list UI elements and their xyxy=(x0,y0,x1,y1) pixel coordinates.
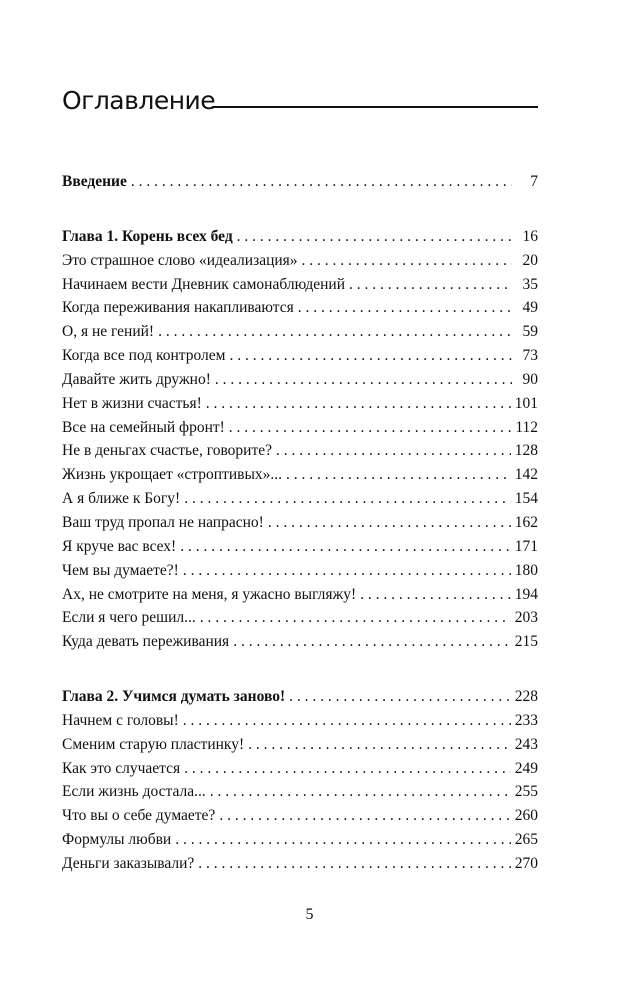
toc-entry-title: Жизнь укрощает «строптивых»... xyxy=(62,466,282,484)
toc-entry[interactable] xyxy=(62,733,538,757)
toc-leader-dots xyxy=(131,170,512,194)
toc-entry-page: 249 xyxy=(514,759,538,777)
toc-entry-title: Куда девать переживания xyxy=(62,633,230,651)
toc-heading xyxy=(62,86,538,126)
toc-entry-page: 128 xyxy=(514,442,538,460)
toc-entry-title: Все на семейный фронт! xyxy=(62,418,225,436)
table-of-contents xyxy=(62,170,538,876)
toc-entry-title: Глава 2. Учимся думать заново! xyxy=(62,688,286,706)
toc-entry-page: 215 xyxy=(514,633,538,651)
toc-entry-page: 233 xyxy=(514,711,538,729)
toc-entry-title: Если жизнь достала... xyxy=(62,783,206,801)
toc-entry[interactable] xyxy=(62,273,538,297)
toc-entry-page: 49 xyxy=(522,299,538,317)
toc-leader-dots xyxy=(302,249,512,273)
toc-entry-title: Ах, не смотрите на меня, я ужасно выгляжу! xyxy=(62,585,357,603)
page-number: 5 xyxy=(305,906,314,923)
toc-entry[interactable] xyxy=(62,249,538,273)
toc-entry-title: Когда переживания накапливаются xyxy=(62,299,294,317)
toc-leader-dots xyxy=(268,511,511,535)
toc-entry-title: Как это случается xyxy=(62,759,181,777)
toc-entry[interactable] xyxy=(62,583,538,607)
toc-entry[interactable] xyxy=(62,463,538,487)
toc-leader-dots xyxy=(219,804,510,828)
toc-entry[interactable] xyxy=(62,630,538,654)
toc-leader-dots xyxy=(298,296,512,320)
toc-leader-dots xyxy=(180,535,511,559)
toc-entry-page: 171 xyxy=(514,537,538,555)
toc-entry-title: Сменим старую пластинку! xyxy=(62,735,245,753)
toc-entry[interactable] xyxy=(62,559,538,583)
toc-leader-dots xyxy=(229,416,512,440)
toc-entry-title: Чем вы думаете?! xyxy=(62,561,179,579)
toc-leader-dots xyxy=(233,630,511,654)
toc-leader-dots xyxy=(210,780,511,804)
toc-entry-page: 255 xyxy=(514,783,538,801)
toc-leader-dots xyxy=(175,828,511,852)
toc-entry-page: 203 xyxy=(514,609,538,627)
toc-leader-dots xyxy=(289,685,511,709)
toc-leader-dots xyxy=(229,344,512,368)
toc-leader-dots xyxy=(206,392,511,416)
toc-chapter-entry[interactable] xyxy=(62,170,538,194)
toc-entry-page: 243 xyxy=(514,735,538,753)
toc-leader-dots xyxy=(237,225,512,249)
toc-entry-page: 35 xyxy=(522,275,538,293)
toc-entry-page: 194 xyxy=(514,585,538,603)
toc-entry-title: Нет в жизни счастья! xyxy=(62,394,202,412)
toc-entry[interactable] xyxy=(62,487,538,511)
toc-entry-page: 20 xyxy=(522,251,538,269)
toc-entry-page: 228 xyxy=(514,688,538,706)
toc-entry-title: Это страшное слово «идеализация» xyxy=(62,251,298,269)
toc-chapter-entry[interactable] xyxy=(62,225,538,249)
toc-entry-title: Деньги заказывали? xyxy=(62,854,195,872)
toc-entry[interactable] xyxy=(62,320,538,344)
toc-entry-title: Давайте жить дружно! xyxy=(62,370,211,388)
page-title: Оглавление xyxy=(62,86,216,115)
toc-entry[interactable] xyxy=(62,416,538,440)
toc-entry-title: Формулы любви xyxy=(62,831,172,849)
toc-entry-page: 90 xyxy=(522,370,538,388)
toc-entry-page: 270 xyxy=(514,854,538,872)
toc-entry-title: Ваш труд пропал не напрасно! xyxy=(62,513,264,531)
toc-leader-dots xyxy=(200,606,511,630)
toc-entry-page: 73 xyxy=(522,347,538,365)
toc-entry-title: Я круче вас всех! xyxy=(62,537,177,555)
toc-entry-title: А я ближе к Богу! xyxy=(62,490,181,508)
toc-leader-dots xyxy=(158,320,512,344)
toc-entry-title: Не в деньгах счастье, говорите? xyxy=(62,442,272,460)
toc-chapter-entry[interactable] xyxy=(62,685,538,709)
toc-leader-dots xyxy=(248,733,511,757)
toc-entry-title: Начнем с головы! xyxy=(62,711,179,729)
toc-entry-page: 112 xyxy=(515,418,538,436)
toc-entry-page: 154 xyxy=(514,490,538,508)
heading-rule xyxy=(212,106,538,108)
toc-entry-title: Начинаем вести Дневник самонаблюдений xyxy=(62,275,346,293)
toc-entry-title: Когда все под контролем xyxy=(62,347,226,365)
toc-entry[interactable] xyxy=(62,852,538,876)
toc-leader-dots xyxy=(184,757,511,781)
toc-leader-dots xyxy=(286,463,511,487)
toc-entry-title: О, я не гений! xyxy=(62,323,155,341)
toc-entry[interactable] xyxy=(62,344,538,368)
toc-entry[interactable] xyxy=(62,709,538,733)
toc-entry-title: Введение xyxy=(62,173,127,190)
toc-entry-page: 265 xyxy=(514,831,538,849)
toc-entry[interactable] xyxy=(62,828,538,852)
toc-leader-dots xyxy=(183,559,511,583)
toc-entry[interactable] xyxy=(62,296,538,320)
toc-entry[interactable] xyxy=(62,606,538,630)
section-gap xyxy=(62,194,538,225)
toc-entry[interactable] xyxy=(62,757,538,781)
toc-entry[interactable] xyxy=(62,804,538,828)
toc-leader-dots xyxy=(276,439,511,463)
toc-entry-page: 16 xyxy=(522,227,538,245)
toc-entry[interactable] xyxy=(62,392,538,416)
toc-entry[interactable] xyxy=(62,511,538,535)
toc-entry[interactable] xyxy=(62,535,538,559)
toc-entry-title: Что вы о себе думаете? xyxy=(62,807,216,825)
toc-entry-title: Глава 1. Корень всех бед xyxy=(62,227,233,245)
toc-leader-dots xyxy=(183,709,511,733)
toc-entry-page: 162 xyxy=(514,513,538,531)
toc-leader-dots xyxy=(184,487,511,511)
toc-leader-dots xyxy=(349,273,512,297)
toc-entry-page: 142 xyxy=(514,466,538,484)
toc-entry[interactable] xyxy=(62,439,538,463)
toc-entry-page: 7 xyxy=(530,173,538,190)
toc-entry-page: 59 xyxy=(522,323,538,341)
toc-entry-page: 101 xyxy=(514,394,538,412)
toc-entry-title: Если я чего решил... xyxy=(62,609,196,627)
toc-leader-dots xyxy=(360,583,511,607)
toc-entry[interactable] xyxy=(62,368,538,392)
toc-entry-page: 260 xyxy=(514,807,538,825)
toc-leader-dots xyxy=(215,368,512,392)
section-gap xyxy=(62,654,538,685)
toc-leader-dots xyxy=(198,852,510,876)
toc-entry-page: 180 xyxy=(514,561,538,579)
toc-entry[interactable] xyxy=(62,780,538,804)
